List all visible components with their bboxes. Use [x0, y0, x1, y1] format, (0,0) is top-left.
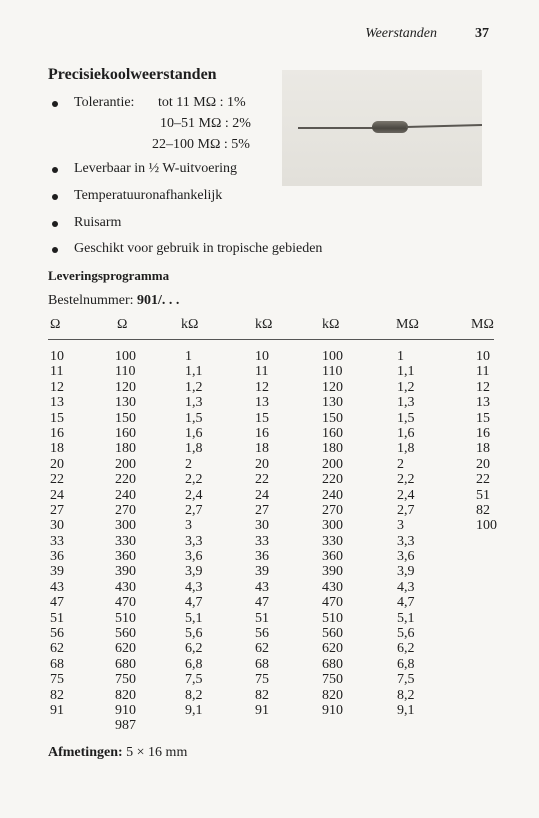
table-cell: 3,9: [185, 564, 203, 580]
table-cell: 11: [255, 364, 269, 380]
table-cell: 33: [255, 533, 269, 549]
table-cell: 2: [397, 456, 404, 472]
bullet-dot-icon: [52, 101, 58, 107]
table-cell: 24: [50, 487, 64, 503]
table-cell: 3,3: [185, 533, 203, 549]
page-header: [365, 26, 489, 42]
table-cell: 13: [50, 395, 64, 411]
table-cell: 560: [115, 626, 136, 642]
table-cell: 2,7: [397, 502, 415, 518]
table-cell: 3,6: [397, 549, 415, 565]
table-cell: 150: [322, 410, 343, 426]
table-cell: 6,2: [185, 641, 203, 657]
dimensions-label: Afmetingen:: [48, 745, 123, 760]
table-cell: 120: [322, 379, 343, 395]
table-cell: 7,5: [185, 672, 203, 688]
table-cell: 18: [255, 441, 269, 457]
table-cell: 30: [255, 518, 269, 534]
table-cell: 56: [255, 626, 269, 642]
table-cell: 220: [115, 472, 136, 488]
table-cell: 1,6: [185, 425, 203, 441]
section-title: Weerstanden: [365, 26, 437, 41]
table-cell: 6,8: [397, 656, 415, 672]
value-column-mohm-1: [397, 349, 415, 718]
table-cell: 62: [255, 641, 269, 657]
table-cell: 68: [255, 656, 269, 672]
resistor-photo: [282, 70, 482, 186]
table-cell: 24: [255, 487, 269, 503]
table-cell: 270: [115, 502, 136, 518]
table-cell: 1: [185, 349, 192, 364]
column-header: kΩ: [181, 317, 199, 332]
table-cell: 36: [50, 549, 64, 565]
table-cell: 13: [476, 395, 490, 411]
table-cell: 130: [115, 395, 136, 411]
table-cell: 5,1: [397, 610, 415, 626]
table-cell: 27: [50, 502, 64, 518]
table-cell: 360: [322, 549, 343, 565]
table-cell: 680: [322, 656, 343, 672]
table-cell: 12: [255, 379, 269, 395]
table-cell: 240: [115, 487, 136, 503]
table-cell: 470: [115, 595, 136, 611]
resistor-body: [372, 121, 408, 133]
table-cell: 91: [50, 702, 64, 718]
table-cell: 2,4: [185, 487, 203, 503]
table-cell: 270: [322, 502, 343, 518]
table-cell: 20: [50, 456, 64, 472]
table-cell: 200: [115, 456, 136, 472]
table-cell: 5,6: [397, 626, 415, 642]
table-cell: 430: [322, 579, 343, 595]
table-cell: 620: [115, 641, 136, 657]
column-header: MΩ: [471, 317, 494, 332]
table-cell: 2,2: [185, 472, 203, 488]
column-header: kΩ: [255, 317, 273, 332]
tolerance-line-3: 22–100 MΩ : 5%: [152, 137, 250, 152]
table-cell: 820: [322, 687, 343, 703]
table-cell: 20: [476, 456, 490, 472]
table-cell: 200: [322, 456, 343, 472]
table-cell: 16: [50, 425, 64, 441]
table-cell: 75: [50, 672, 64, 688]
table-cell: 300: [322, 518, 343, 534]
table-cell: 180: [322, 441, 343, 457]
table-cell: 100: [322, 349, 343, 364]
table-cell: 5,6: [185, 626, 203, 642]
table-cell: 1,8: [397, 441, 415, 457]
value-column-mohm-2: [476, 349, 497, 534]
table-cell: 430: [115, 579, 136, 595]
table-cell: 12: [476, 379, 490, 395]
dimensions-value: 5 × 16 mm: [126, 745, 188, 760]
table-cell: 16: [476, 425, 490, 441]
table-cell: 6,2: [397, 641, 415, 657]
table-cell: 987: [115, 718, 136, 734]
table-cell: 10: [50, 349, 64, 364]
table-cell: 100: [115, 349, 136, 364]
table-cell: 47: [50, 595, 64, 611]
table-cell: 1,2: [185, 379, 203, 395]
table-cell: 240: [322, 487, 343, 503]
table-cell: 11: [50, 364, 64, 380]
table-cell: 82: [255, 687, 269, 703]
table-cell: 36: [255, 549, 269, 565]
table-cell: 82: [476, 502, 490, 518]
table-cell: 20: [255, 456, 269, 472]
table-cell: 7,5: [397, 672, 415, 688]
table-cell: 910: [322, 702, 343, 718]
bullet-text: Leverbaar in ½ W-uitvoering: [74, 161, 238, 176]
table-cell: 2,2: [397, 472, 415, 488]
table-cell: 11: [476, 364, 490, 380]
table-cell: 3,6: [185, 549, 203, 565]
table-cell: 300: [115, 518, 136, 534]
table-cell: 51: [50, 610, 64, 626]
table-cell: 9,1: [397, 702, 415, 718]
dimensions: [48, 745, 187, 761]
table-cell: 750: [115, 672, 136, 688]
table-cell: 120: [115, 379, 136, 395]
table-cell: 1,8: [185, 441, 203, 457]
table-cell: 330: [322, 533, 343, 549]
column-header: MΩ: [396, 317, 419, 332]
table-cell: 10: [476, 349, 490, 364]
table-cell: 1,3: [185, 395, 203, 411]
table-cell: 510: [115, 610, 136, 626]
section-heading: Leveringsprogramma: [48, 268, 170, 283]
table-cell: 15: [476, 410, 490, 426]
table-divider: [48, 339, 494, 340]
table-cell: 10: [255, 349, 269, 364]
table-cell: 910: [115, 702, 136, 718]
column-header: Ω: [117, 317, 128, 332]
table-cell: 6,8: [185, 656, 203, 672]
table-cell: 1,5: [397, 410, 415, 426]
table-cell: 220: [322, 472, 343, 488]
table-cell: 4,7: [397, 595, 415, 611]
order-label: Bestelnummer:: [48, 293, 134, 308]
table-cell: 620: [322, 641, 343, 657]
table-cell: 3: [185, 518, 192, 534]
bullet-dot-icon: [52, 167, 58, 173]
table-cell: 15: [255, 410, 269, 426]
table-cell: 8,2: [185, 687, 203, 703]
table-cell: 27: [255, 502, 269, 518]
table-cell: 390: [322, 564, 343, 580]
value-column-ohm: [50, 349, 64, 718]
table-cell: 30: [50, 518, 64, 534]
page-title: Precisiekoolweerstanden: [48, 66, 217, 83]
table-cell: 51: [476, 487, 490, 503]
table-cell: 110: [115, 364, 136, 380]
order-value: 901/. . .: [137, 293, 180, 308]
table-cell: 1,3: [397, 395, 415, 411]
table-cell: 43: [255, 579, 269, 595]
table-cell: 180: [115, 441, 136, 457]
table-cell: 62: [50, 641, 64, 657]
table-cell: 18: [476, 441, 490, 457]
table-cell: 130: [322, 395, 343, 411]
table-cell: 22: [255, 472, 269, 488]
bullet-text: Temperatuuronafhankelijk: [74, 188, 223, 203]
table-cell: 160: [322, 425, 343, 441]
table-cell: 470: [322, 595, 343, 611]
table-cell: 1,1: [185, 364, 203, 380]
column-header: kΩ: [322, 317, 340, 332]
table-cell: 75: [255, 672, 269, 688]
value-column-kohm-2: [255, 349, 269, 718]
table-cell: 4,3: [397, 579, 415, 595]
table-cell: 100: [476, 518, 497, 534]
order-number: [48, 293, 179, 309]
table-cell: 680: [115, 656, 136, 672]
table-cell: 510: [322, 610, 343, 626]
bullet-text: Ruisarm: [74, 215, 122, 230]
table-cell: 82: [50, 687, 64, 703]
table-cell: 33: [50, 533, 64, 549]
bullet-text: Geschikt voor gebruik in tropische gebieden: [74, 241, 323, 256]
value-column-kohm-3: [322, 349, 343, 718]
table-cell: 1,6: [397, 425, 415, 441]
table-cell: 1,1: [397, 364, 415, 380]
table-cell: 1,5: [185, 410, 203, 426]
table-cell: 18: [50, 441, 64, 457]
table-cell: 39: [255, 564, 269, 580]
column-header: Ω: [50, 317, 61, 332]
table-cell: 56: [50, 626, 64, 642]
table-cell: 8,2: [397, 687, 415, 703]
table-cell: 16: [255, 425, 269, 441]
table-cell: 750: [322, 672, 343, 688]
page-number: 37: [475, 26, 489, 41]
table-cell: 110: [322, 364, 343, 380]
table-cell: 22: [50, 472, 64, 488]
table-cell: 330: [115, 533, 136, 549]
table-cell: 22: [476, 472, 490, 488]
table-cell: 560: [322, 626, 343, 642]
resistor-lead-left: [298, 127, 374, 129]
table-cell: 160: [115, 425, 136, 441]
table-cell: 3,3: [397, 533, 415, 549]
table-cell: 12: [50, 379, 64, 395]
table-cell: 9,1: [185, 702, 203, 718]
table-cell: 360: [115, 549, 136, 565]
bullet-dot-icon: [52, 221, 58, 227]
table-cell: 68: [50, 656, 64, 672]
table-cell: 3: [397, 518, 404, 534]
table-cell: 5,1: [185, 610, 203, 626]
table-cell: 47: [255, 595, 269, 611]
table-cell: 4,3: [185, 579, 203, 595]
tolerance-line-2: 10–51 MΩ : 2%: [160, 116, 251, 131]
bullet-dot-icon: [52, 247, 58, 253]
table-cell: 39: [50, 564, 64, 580]
table-cell: 390: [115, 564, 136, 580]
table-cell: 51: [255, 610, 269, 626]
table-cell: 15: [50, 410, 64, 426]
tolerance-label: Tolerantie:: [74, 95, 135, 110]
table-cell: 4,7: [185, 595, 203, 611]
value-column-kohm-1: [185, 349, 203, 718]
table-cell: 2,4: [397, 487, 415, 503]
table-cell: 91: [255, 702, 269, 718]
table-cell: 1: [397, 349, 404, 364]
value-column-ohm-2: [115, 349, 136, 734]
table-cell: 1,2: [397, 379, 415, 395]
table-cell: 2,7: [185, 502, 203, 518]
table-cell: 13: [255, 395, 269, 411]
table-cell: 150: [115, 410, 136, 426]
bullet-dot-icon: [52, 194, 58, 200]
tolerance-line-1: tot 11 MΩ : 1%: [158, 95, 246, 110]
table-cell: 2: [185, 456, 192, 472]
table-cell: 3,9: [397, 564, 415, 580]
table-cell: 820: [115, 687, 136, 703]
table-cell: 43: [50, 579, 64, 595]
resistor-lead-right: [406, 124, 482, 128]
